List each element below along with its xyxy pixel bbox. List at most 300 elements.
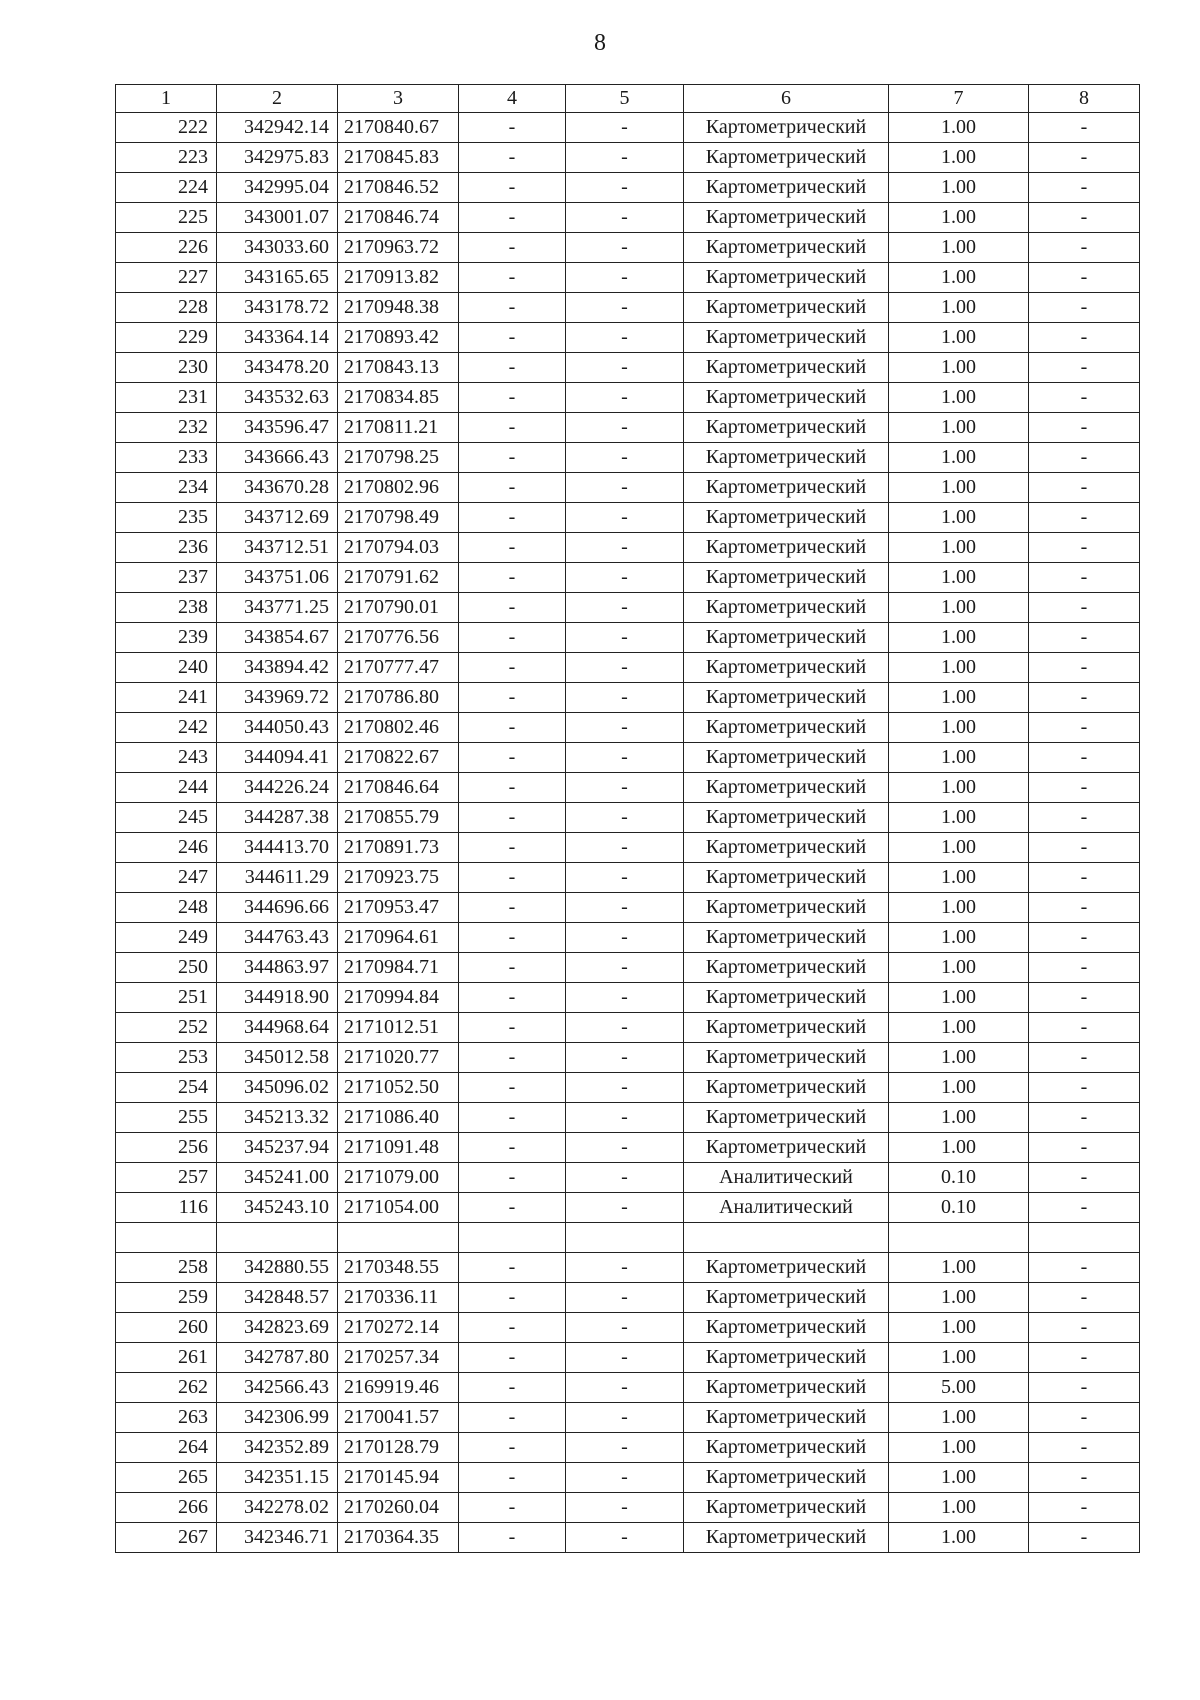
coord-x-cell: 342823.69 [217,1313,338,1343]
method-cell: Картометрический [684,1013,889,1043]
coord-y-cell: 2171020.77 [338,1043,459,1073]
coord-x-cell: 342848.57 [217,1283,338,1313]
method-cell: Аналитический [684,1163,889,1193]
coord-x-cell: 343712.51 [217,533,338,563]
col-5-cell: - [566,1103,684,1133]
col-5-cell: - [566,113,684,143]
col-4-cell: - [459,1463,566,1493]
col-5-cell: - [566,503,684,533]
method-cell: Картометрический [684,833,889,863]
point-number-cell: 265 [116,1463,217,1493]
coord-y-cell: 2170777.47 [338,653,459,683]
coord-x-cell: 345096.02 [217,1073,338,1103]
coord-x-cell: 343712.69 [217,503,338,533]
col-4-cell: - [459,563,566,593]
accuracy-cell: 1.00 [889,1433,1029,1463]
point-number-cell: 232 [116,413,217,443]
coord-x-cell: 345243.10 [217,1193,338,1223]
point-number-cell: 242 [116,713,217,743]
col-5-cell: - [566,293,684,323]
col-4-cell: - [459,1403,566,1433]
coord-y-cell: 2170963.72 [338,233,459,263]
method-cell: Картометрический [684,1043,889,1073]
col-4-cell: - [459,203,566,233]
accuracy-cell: 1.00 [889,263,1029,293]
col-4-cell: - [459,383,566,413]
col-4-cell: - [459,1313,566,1343]
coord-x-cell: 342880.55 [217,1253,338,1283]
coord-x-cell: 343666.43 [217,443,338,473]
accuracy-cell: 1.00 [889,593,1029,623]
col-5-cell: - [566,713,684,743]
col-5-cell: - [566,563,684,593]
accuracy-cell: 1.00 [889,503,1029,533]
method-cell: Картометрический [684,1523,889,1553]
method-cell: Картометрический [684,413,889,443]
table-row [116,833,1140,863]
page-number: 8 [594,30,606,56]
table-row [116,1343,1140,1373]
coord-x-cell: 343478.20 [217,353,338,383]
method-cell: Картометрический [684,1283,889,1313]
table-body [116,113,1140,1553]
col-4-cell [459,1223,566,1253]
method-cell: Картометрический [684,1403,889,1433]
col-8-cell: - [1029,1163,1140,1193]
coord-y-cell: 2170893.42 [338,323,459,353]
coord-y-cell: 2170964.61 [338,923,459,953]
col-5-cell: - [566,983,684,1013]
col-5-cell: - [566,833,684,863]
accuracy-cell: 1.00 [889,293,1029,323]
accuracy-cell: 1.00 [889,1343,1029,1373]
col-5-cell: - [566,1253,684,1283]
col-5-cell: - [566,1433,684,1463]
col-8-cell: - [1029,803,1140,833]
col-8-cell: - [1029,863,1140,893]
col-4-cell: - [459,413,566,443]
coord-x-cell: 342995.04 [217,173,338,203]
method-cell: Картометрический [684,143,889,173]
coord-x-cell: 343165.65 [217,263,338,293]
coord-y-cell: 2170802.46 [338,713,459,743]
point-number-cell: 233 [116,443,217,473]
col-4-cell: - [459,833,566,863]
col-8-cell: - [1029,533,1140,563]
col-4-cell: - [459,1073,566,1103]
coord-x-cell: 345237.94 [217,1133,338,1163]
table-row [116,593,1140,623]
coord-x-cell: 343033.60 [217,233,338,263]
col-4-cell: - [459,1523,566,1553]
accuracy-cell: 1.00 [889,1253,1029,1283]
coord-x-cell: 342352.89 [217,1433,338,1463]
col-5-cell: - [566,923,684,953]
method-cell: Картометрический [684,1493,889,1523]
coord-x-cell: 343969.72 [217,683,338,713]
point-number-cell: 222 [116,113,217,143]
coord-y-cell: 2170336.11 [338,1283,459,1313]
col-8-cell: - [1029,203,1140,233]
point-number-cell: 116 [116,1193,217,1223]
col-5-cell: - [566,1463,684,1493]
table-row [116,113,1140,143]
method-cell: Картометрический [684,713,889,743]
col-8-cell: - [1029,1403,1140,1433]
coord-y-cell: 2170994.84 [338,983,459,1013]
col-5-cell: - [566,353,684,383]
coord-y-cell: 2171091.48 [338,1133,459,1163]
col-8-cell: - [1029,1493,1140,1523]
point-number-cell: 238 [116,593,217,623]
accuracy-cell: 1.00 [889,323,1029,353]
col-8-cell: - [1029,1193,1140,1223]
table-row [116,1253,1140,1283]
col-5-cell: - [566,683,684,713]
table-row [116,1073,1140,1103]
accuracy-cell: 1.00 [889,353,1029,383]
table-row [116,863,1140,893]
method-cell: Картометрический [684,113,889,143]
col-5-cell: - [566,743,684,773]
col-4-cell: - [459,1013,566,1043]
method-cell: Картометрический [684,623,889,653]
point-number-cell: 258 [116,1253,217,1283]
accuracy-cell: 1.00 [889,803,1029,833]
coord-x-cell: 342278.02 [217,1493,338,1523]
col-4-cell: - [459,983,566,1013]
point-number-cell: 231 [116,383,217,413]
col-5-cell: - [566,1403,684,1433]
col-5-cell: - [566,1373,684,1403]
table-row [116,923,1140,953]
point-number-cell: 225 [116,203,217,233]
col-5-cell: - [566,443,684,473]
col-4-cell: - [459,1433,566,1463]
col-4-cell: - [459,1133,566,1163]
col-4-cell: - [459,113,566,143]
table-row [116,173,1140,203]
point-number-cell: 260 [116,1313,217,1343]
coord-y-cell: 2170840.67 [338,113,459,143]
accuracy-cell: 1.00 [889,623,1029,653]
accuracy-cell: 1.00 [889,1313,1029,1343]
table-row [116,1193,1140,1223]
coord-x-cell: 345213.32 [217,1103,338,1133]
table-row [116,683,1140,713]
accuracy-cell: 1.00 [889,1073,1029,1103]
col-4-cell: - [459,863,566,893]
coord-x-cell: 344611.29 [217,863,338,893]
point-number-cell: 226 [116,233,217,263]
table-row [116,983,1140,1013]
col-8-cell: - [1029,1253,1140,1283]
col-5-cell: - [566,473,684,503]
coord-x-cell: 344968.64 [217,1013,338,1043]
table-row [116,1223,1140,1253]
coord-y-cell: 2170776.56 [338,623,459,653]
accuracy-cell: 1.00 [889,923,1029,953]
method-cell: Картометрический [684,263,889,293]
col-8-cell: - [1029,1373,1140,1403]
accuracy-cell: 1.00 [889,833,1029,863]
point-number-cell: 253 [116,1043,217,1073]
col-5-cell: - [566,1133,684,1163]
table-row [116,563,1140,593]
col-5-cell: - [566,653,684,683]
point-number-cell: 267 [116,1523,217,1553]
col-5-cell: - [566,893,684,923]
coord-x-cell: 344287.38 [217,803,338,833]
point-number-cell: 251 [116,983,217,1013]
coord-y-cell: 2170790.01 [338,593,459,623]
point-number-cell: 263 [116,1403,217,1433]
table-row [116,1013,1140,1043]
col-4-cell: - [459,893,566,923]
accuracy-cell: 1.00 [889,413,1029,443]
accuracy-cell: 1.00 [889,653,1029,683]
col-4-cell: - [459,803,566,833]
method-cell: Картометрический [684,893,889,923]
coord-x-cell: 342306.99 [217,1403,338,1433]
coord-x-cell: 343854.67 [217,623,338,653]
col-8-cell: - [1029,1343,1140,1373]
table-row [116,893,1140,923]
col-5-cell: - [566,1313,684,1343]
coord-y-cell: 2170846.74 [338,203,459,233]
table-row [116,1103,1140,1133]
point-number-cell [116,1223,217,1253]
table-row [116,953,1140,983]
col-5-cell: - [566,863,684,893]
coord-y-cell: 2170802.96 [338,473,459,503]
coord-y-cell: 2171054.00 [338,1193,459,1223]
coord-x-cell: 342942.14 [217,113,338,143]
table-row [116,503,1140,533]
point-number-cell: 264 [116,1433,217,1463]
coord-y-cell: 2171079.00 [338,1163,459,1193]
coord-y-cell: 2170845.83 [338,143,459,173]
col-8-cell: - [1029,953,1140,983]
method-cell: Картометрический [684,503,889,533]
col-4-cell: - [459,593,566,623]
col-8-cell: - [1029,503,1140,533]
col-4-cell: - [459,323,566,353]
point-number-cell: 262 [116,1373,217,1403]
coord-x-cell: 343178.72 [217,293,338,323]
accuracy-cell: 1.00 [889,953,1029,983]
coord-y-cell: 2170846.52 [338,173,459,203]
col-4-cell: - [459,1193,566,1223]
accuracy-cell: 1.00 [889,713,1029,743]
coord-y-cell: 2170984.71 [338,953,459,983]
col-8-cell: - [1029,323,1140,353]
point-number-cell: 234 [116,473,217,503]
col-8-cell: - [1029,593,1140,623]
coord-y-cell: 2170923.75 [338,863,459,893]
accuracy-cell: 1.00 [889,773,1029,803]
col-8-cell: - [1029,1433,1140,1463]
column-header-7: 7 [889,85,1029,113]
accuracy-cell: 1.00 [889,863,1029,893]
column-header-6: 6 [684,85,889,113]
col-8-cell: - [1029,1103,1140,1133]
point-number-cell: 245 [116,803,217,833]
coord-x-cell [217,1223,338,1253]
method-cell: Картометрический [684,1373,889,1403]
accuracy-cell: 1.00 [889,143,1029,173]
coord-x-cell: 344696.66 [217,893,338,923]
coord-x-cell: 343670.28 [217,473,338,503]
col-8-cell: - [1029,413,1140,443]
col-4-cell: - [459,653,566,683]
column-header-5: 5 [566,85,684,113]
accuracy-cell: 1.00 [889,1043,1029,1073]
col-5-cell: - [566,263,684,293]
col-5-cell: - [566,1283,684,1313]
coord-y-cell: 2170891.73 [338,833,459,863]
coord-y-cell [338,1223,459,1253]
col-8-cell: - [1029,473,1140,503]
col-8-cell: - [1029,1043,1140,1073]
col-8-cell: - [1029,173,1140,203]
point-number-cell: 228 [116,293,217,323]
method-cell: Картометрический [684,293,889,323]
point-number-cell: 261 [116,1343,217,1373]
accuracy-cell: 1.00 [889,233,1029,263]
col-4-cell: - [459,743,566,773]
point-number-cell: 257 [116,1163,217,1193]
table-row [116,1433,1140,1463]
method-cell: Картометрический [684,203,889,233]
method-cell: Картометрический [684,773,889,803]
point-number-cell: 250 [116,953,217,983]
col-4-cell: - [459,1103,566,1133]
method-cell: Картометрический [684,803,889,833]
coord-x-cell: 343001.07 [217,203,338,233]
coord-y-cell: 2170913.82 [338,263,459,293]
accuracy-cell: 1.00 [889,1013,1029,1043]
col-5-cell: - [566,323,684,353]
col-4-cell: - [459,143,566,173]
col-5-cell: - [566,593,684,623]
coord-y-cell: 2170794.03 [338,533,459,563]
table-row [116,293,1140,323]
point-number-cell: 259 [116,1283,217,1313]
table-row [116,353,1140,383]
col-4-cell: - [459,473,566,503]
col-8-cell: - [1029,383,1140,413]
coord-x-cell: 343596.47 [217,413,338,443]
col-5-cell: - [566,143,684,173]
point-number-cell: 243 [116,743,217,773]
point-number-cell: 256 [116,1133,217,1163]
col-8-cell: - [1029,773,1140,803]
col-4-cell: - [459,1163,566,1193]
col-4-cell: - [459,1283,566,1313]
table-row [116,1043,1140,1073]
coord-y-cell: 2170041.57 [338,1403,459,1433]
col-8-cell: - [1029,833,1140,863]
col-8-cell: - [1029,1283,1140,1313]
accuracy-cell: 1.00 [889,563,1029,593]
method-cell: Картометрический [684,383,889,413]
coord-x-cell: 343894.42 [217,653,338,683]
table-row [116,653,1140,683]
col-4-cell: - [459,773,566,803]
col-8-cell: - [1029,293,1140,323]
col-5-cell: - [566,1073,684,1103]
coord-y-cell: 2170855.79 [338,803,459,833]
accuracy-cell [889,1223,1029,1253]
col-5-cell: - [566,1523,684,1553]
coord-x-cell: 345012.58 [217,1043,338,1073]
method-cell: Картометрический [684,923,889,953]
coord-x-cell: 344863.97 [217,953,338,983]
table-row [116,443,1140,473]
coord-y-cell: 2170791.62 [338,563,459,593]
table-row [116,1493,1140,1523]
point-number-cell: 235 [116,503,217,533]
table-row [116,473,1140,503]
method-cell: Картометрический [684,1433,889,1463]
column-header-3: 3 [338,85,459,113]
col-8-cell: - [1029,233,1140,263]
col-8-cell: - [1029,1013,1140,1043]
col-4-cell: - [459,533,566,563]
col-5-cell: - [566,953,684,983]
point-number-cell: 239 [116,623,217,653]
col-4-cell: - [459,923,566,953]
accuracy-cell: 5.00 [889,1373,1029,1403]
accuracy-cell: 0.10 [889,1163,1029,1193]
method-cell: Картометрический [684,1073,889,1103]
col-8-cell: - [1029,263,1140,293]
accuracy-cell: 1.00 [889,1133,1029,1163]
coord-y-cell: 2171086.40 [338,1103,459,1133]
accuracy-cell: 0.10 [889,1193,1029,1223]
method-cell: Картометрический [684,1133,889,1163]
point-number-cell: 224 [116,173,217,203]
col-4-cell: - [459,173,566,203]
coord-y-cell: 2170348.55 [338,1253,459,1283]
col-5-cell: - [566,533,684,563]
accuracy-cell: 1.00 [889,383,1029,413]
col-8-cell: - [1029,893,1140,923]
point-number-cell: 240 [116,653,217,683]
accuracy-cell: 1.00 [889,743,1029,773]
col-4-cell: - [459,683,566,713]
method-cell: Картометрический [684,683,889,713]
col-5-cell: - [566,1193,684,1223]
method-cell: Картометрический [684,593,889,623]
method-cell: Картометрический [684,173,889,203]
point-number-cell: 266 [116,1493,217,1523]
coord-x-cell: 343364.14 [217,323,338,353]
col-4-cell: - [459,1373,566,1403]
point-number-cell: 230 [116,353,217,383]
point-number-cell: 236 [116,533,217,563]
table-row [116,143,1140,173]
col-4-cell: - [459,233,566,263]
header-row [116,85,1140,113]
col-8-cell: - [1029,443,1140,473]
col-8-cell: - [1029,1133,1140,1163]
coord-x-cell: 344413.70 [217,833,338,863]
col-5-cell: - [566,803,684,833]
col-8-cell: - [1029,683,1140,713]
method-cell: Аналитический [684,1193,889,1223]
